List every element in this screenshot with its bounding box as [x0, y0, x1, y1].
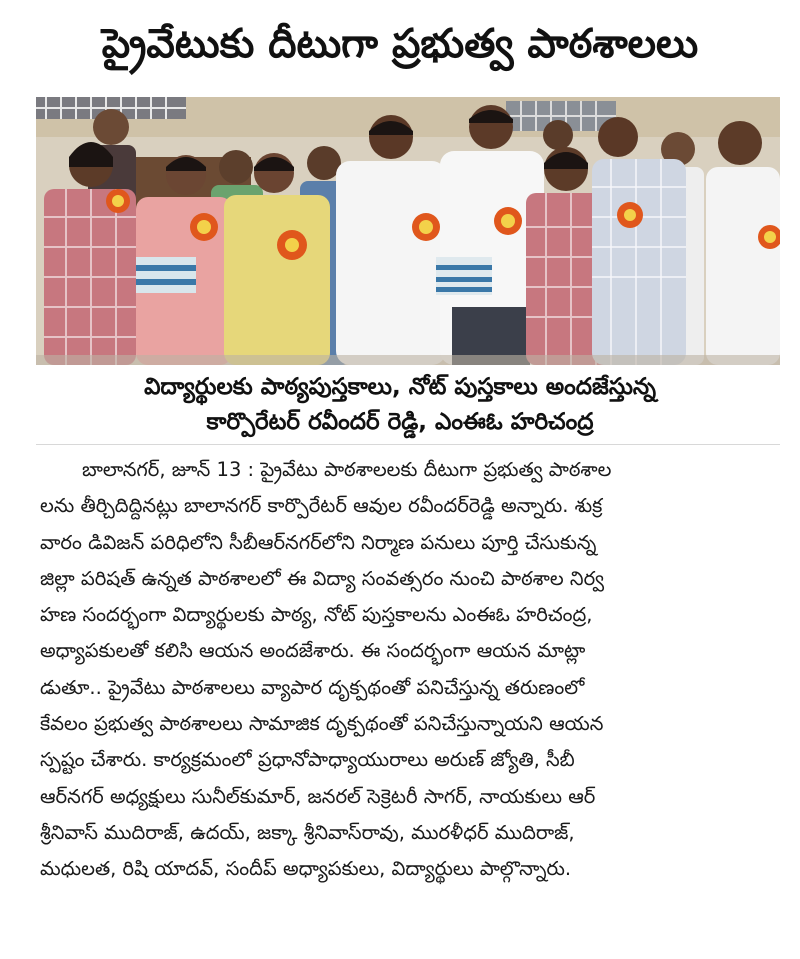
body-line: మధులత, రిషి యాదవ్, సందీప్ అధ్యాపకులు, విద్యార్థులు పాల్గొన్నారు. [40, 857, 572, 881]
body-line: ఆర్‌నగర్ అధ్యక్షులు సునీల్‌కుమార్, జనరల్ సెక్రెటరీ సాగర్, నాయకులు ఆర్ [40, 784, 596, 808]
body-line: జిల్లా పరిషత్ ఉన్నత పాఠశాలలో ఈ విద్యా సంవత్సరం నుంచి పాఠశాల నిర్వ [40, 566, 605, 590]
body-line: శ్రీనివాస్ ముదిరాజ్, ఉదయ్, జక్కా శ్రీనివాస్‌రావు, మురళీధర్ ముదిరాజ్, [40, 820, 575, 844]
body-line: వారం డివిజన్ పరిధిలోని సీబీఆర్‌నగర్‌లోని నిర్మాణ పనులు పూర్తి చేసుకున్న [40, 530, 597, 554]
news-photo [36, 97, 780, 365]
headline: ప్రైవేటుకు దీటుగా ప్రభుత్వ పాఠశాలలు [101, 21, 699, 67]
caption-line-1: విద్యార్థులకు పాఠ్యపుస్తకాలు, నోట్ పుస్తకాలు అందజేస్తున్న [144, 374, 656, 400]
body-line: కేవలం ప్రభుత్వ పాఠశాలలు సామాజిక దృక్పథంతో పనిచేస్తున్నాయని ఆయన [40, 712, 604, 736]
body-line: బాలానగర్, జూన్ 13 : ప్రైవేటు పాఠశాలలకు దీటుగా ప్రభుత్వ పాఠశాల [82, 458, 612, 481]
body-line: స్పష్టం చేశారు. కార్యక్రమంలో ప్రధానోపాధ్యాయురాలు అరుణ్ జ్యోతి, సీబీ [40, 748, 575, 772]
body-line: హణ సందర్భంగా విద్యార్థులకు పాఠ్య, నోట్ పుస్తకాలను ఎంఈఓ హరిచంద్ర, [40, 603, 593, 627]
divider [36, 444, 780, 445]
caption-line-2: కార్పొరేటర్ రవీందర్ రెడ్డి, ఎంఈఓ హరిచంద్ర [206, 409, 594, 435]
body-line: అధ్యాపకులతో కలిసి ఆయన అందజేశారు. ఈ సందర్భంగా ఆయన మాట్లా [40, 639, 586, 663]
photo-image-icon [36, 97, 780, 365]
body-line: లను తీర్చిదిద్దినట్లు బాలానగర్ కార్పొరేటర్ ఆవుల రవీందర్‌రెడ్డి అన్నారు. శుక్ర [40, 494, 603, 518]
body-line: డుతూ.. ప్రైవేటు పాఠశాలలు వ్యాపార దృక్పథంతో పనిచేస్తున్న తరుణంలో [40, 675, 585, 699]
article-body [40, 452, 780, 888]
photo-caption [0, 370, 800, 440]
